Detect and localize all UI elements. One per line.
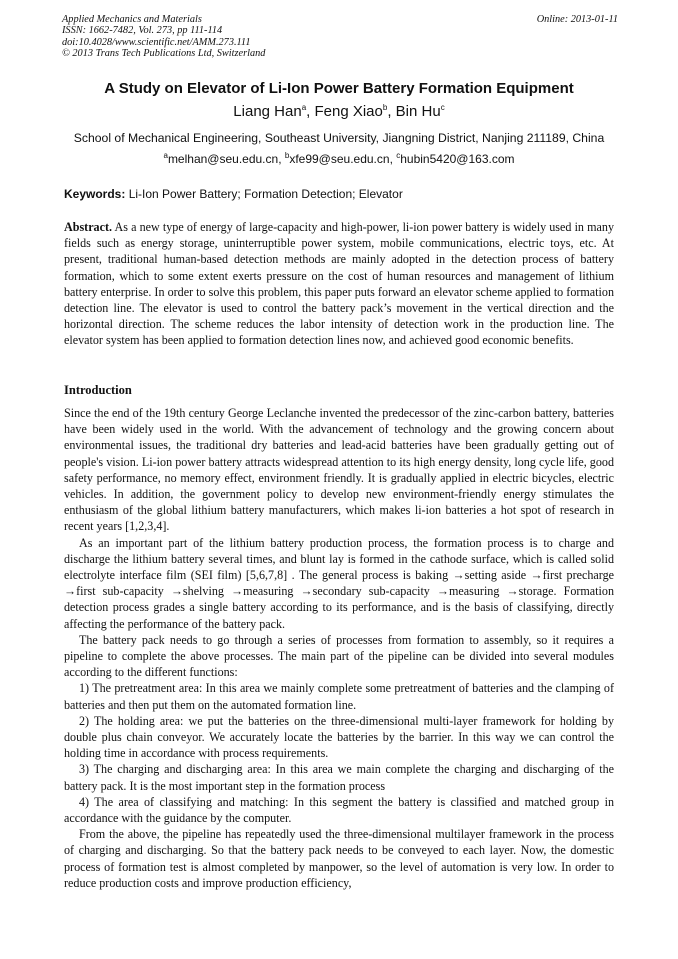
- author-name: Bin Hu: [395, 103, 441, 120]
- introduction-body: [64, 405, 614, 891]
- issn-line: ISSN: 1662-7482, Vol. 273, pp 111-114: [62, 25, 223, 37]
- author-name: Feng Xiao: [314, 103, 383, 120]
- paragraph: As an important part of the lithium battery production process, the formation process is to charge and discharge the lithium battery several times, and blunt lay is formed in the cathode surface, which is called solid electrolyte interface film (SEI film) [5,6,7,8] . The general process is baking →setting aside →first precharge →first sub-capacity →shelving →measuring →secondary sub-capacity →measuring →storage. Formation detection process grades a single battery according to its performance, and is the basis of classifying, directly affecting the performance of the battery pack.: [64, 535, 614, 631]
- email-mark: b: [284, 151, 290, 160]
- paper-title: A Study on Elevator of Li-Ion Power Battery Formation Equipment: [104, 80, 574, 97]
- copyright-line: © 2013 Trans Tech Publications Ltd, Switzerland: [62, 47, 266, 59]
- email-separator: ,: [389, 152, 397, 166]
- author-affil-mark: b: [382, 103, 388, 112]
- email-address: xfe99@seu.edu.cn: [289, 152, 390, 166]
- affiliation: School of Mechanical Engineering, Southeast University, Jiangning District, Nanjing 211189, China: [73, 131, 605, 145]
- author-separator: ,: [306, 103, 315, 120]
- abstract-text: As a new type of energy of large-capacity and high-power, li-ion power battery is widely used in many fields such as energy storage, uninterruptible power system, mobile communications, electric toys, etc. At present, traditional human-based detection methods are mainly adopted in the detection process of battery formation, which to some extent exerts pressure on the cost of human resources and management of lithium battery enterprise. In order to solve this problem, this paper puts forward an elevator scheme applied to formation detection line. The elevator is used to control the battery pack’s movement in the vertical direction and the horizontal direction. The scheme reduces the labor intensity of detection work in the production line. The elevator system has been applied to formation detection lines now, and achieved good economic benefits.: [64, 220, 614, 348]
- email-separator: ,: [278, 152, 285, 166]
- list-item: 4) The area of classifying and matching: In this segment the battery is classified and matched group in accordance with the guidance by the computer.: [64, 794, 614, 826]
- abstract: [64, 219, 614, 349]
- list-item: 2) The holding area: we put the batteries on the three-dimensional multi-layer framework for holding by double plus chain conveyor. We accurately locate the batteries by the barrier. In this way we can control the holding time in accordance with process requirements.: [64, 713, 614, 761]
- journal-header: [62, 14, 618, 59]
- doi-line: doi:10.4028/www.scientific.net/AMM.273.111: [62, 36, 251, 48]
- online-date: Online: 2013-01-11: [536, 14, 618, 25]
- abstract-label: Abstract.: [64, 220, 113, 234]
- author-affil-mark: a: [301, 103, 307, 112]
- author-list: [0, 103, 678, 120]
- keywords-label: Keywords:: [64, 187, 126, 201]
- paragraph: From the above, the pipeline has repeatedly used the three-dimensional multilayer framework in the process of charging and discharging. So that the battery pack needs to be conveyed to each layer. Now, the domestic process of formation test is almost completed by manpower, so the level of automation is very low. In order to reduce production costs and improve production efficiency,: [64, 827, 614, 890]
- author-separator: ,: [387, 103, 396, 120]
- email-address: hubin5420@163.com: [400, 152, 515, 166]
- email-mark: c: [396, 151, 401, 160]
- paragraph: The battery pack needs to go through a series of processes from formation to assembly, so it requires a pipeline to complete the above processes. The main part of the pipeline can be divided into several modules according to the different functions:: [64, 632, 614, 680]
- email-address: melhan@seu.edu.cn: [167, 152, 279, 166]
- section-heading-introduction: Introduction: [64, 383, 132, 397]
- author-affil-mark: c: [440, 103, 445, 112]
- list-item: 1) The pretreatment area: In this area we mainly complete some pretreatment of batteries and the clamping of batteries and then put them on the automated formation line.: [64, 681, 614, 712]
- paragraph: Since the end of the 19th century George Leclanche invented the predecessor of the zinc-carbon battery, batteries have been widely used in the world. With the advancement of technology and the growing concern about environmental issues, the traditional dry batteries and lead-acid batteries have been gradually getting out of people's vision. Li-ion power battery attracts widespread attention to its high energy density, long cycle life, good safety performance, no memory effect, environment friendly. It is gradually applied in electric bicycles, electric vehicles. In addition, the government policy to develop new environment-friendly energy stimulates the enthusiasm of the global lithium battery manufacturers, which makes li-ion batteries a hot spot of research in recent years [1,2,3,4].: [64, 406, 614, 534]
- email-list: [0, 152, 678, 166]
- author-name: Liang Han: [233, 103, 302, 120]
- keywords-text: Li-Ion Power Battery; Formation Detection; Elevator: [125, 187, 403, 201]
- keywords: [64, 187, 624, 201]
- journal-name: Applied Mechanics and Materials: [62, 14, 202, 25]
- list-item: 3) The charging and discharging area: In this area we main complete the charging and discharging of the battery pack. It is the most important step in the formation process: [64, 762, 614, 793]
- email-mark: a: [163, 151, 168, 160]
